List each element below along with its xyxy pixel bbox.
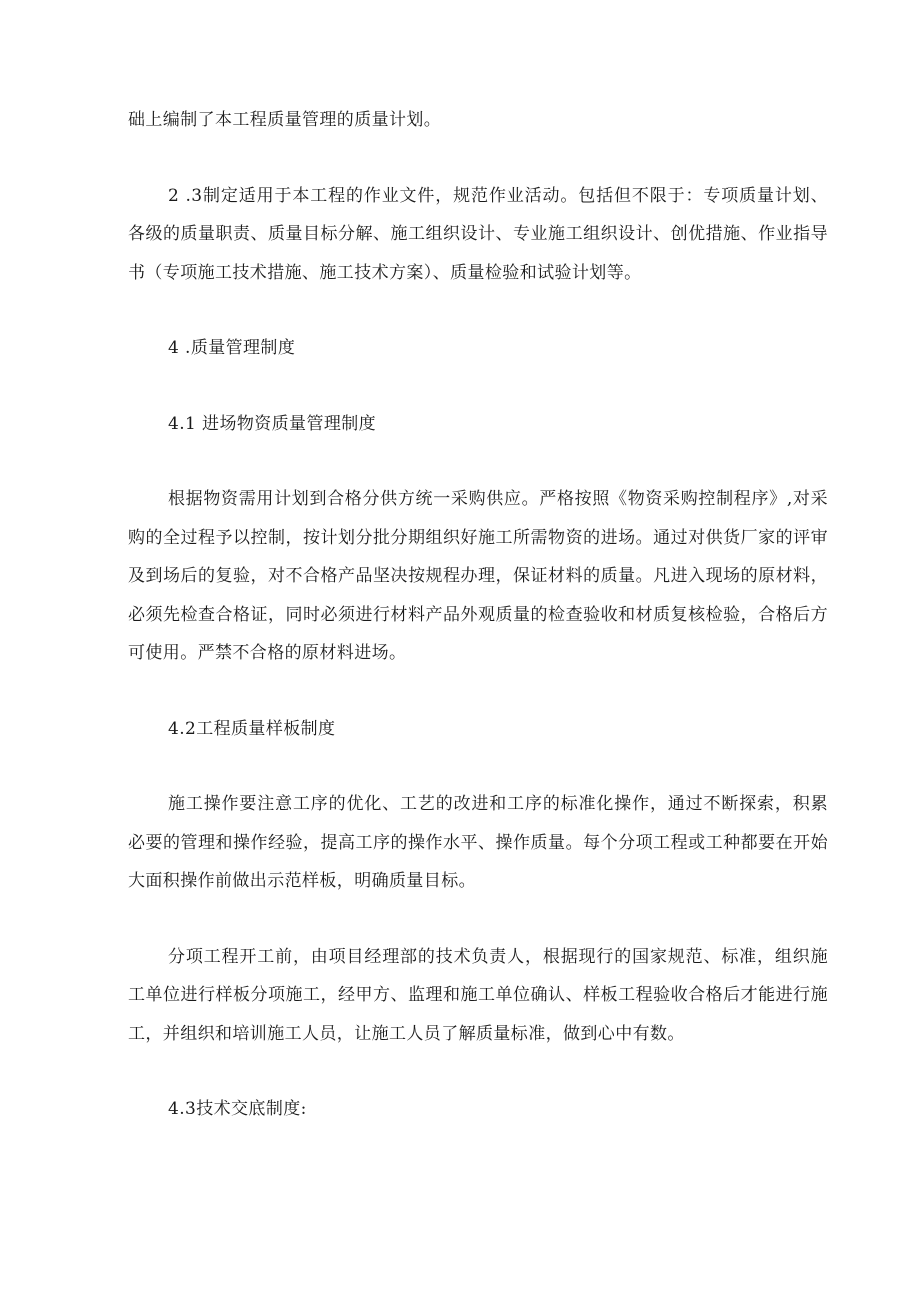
spacer (128, 292, 828, 329)
paragraph-4-2-sample-construction: 分项工程开工前，由项目经理部的技术负责人，根据现行的国家规范、标准，组织施工单位进行样板分项施工，经甲方、监理和施工单位确认、样板工程验收合格后才能进行施工，并组织和培训施工人员，让施工人员了解质量标准，做到心中有数。 (128, 946, 828, 1044)
heading-4-1-material-quality: 4.1 进场物资质量管理制度 (168, 413, 377, 434)
top-margin (128, 0, 828, 101)
spacer (128, 748, 828, 785)
heading-4-3-technical-disclosure: 4.3技术交底制度: (168, 1099, 307, 1119)
paragraph-4-2-process-optimization: 施工操作要注意工序的优化、工艺的改进和工序的标准化操作，通过不断探索，积累必要的管理和操作经验，提高工序的操作水平、操作质量。每个分项工程或工种都要在开始大面积操作前做出示范样板，明确质量目标。 (128, 794, 828, 891)
spacer (128, 1053, 828, 1090)
spacer (128, 443, 828, 480)
spacer (128, 673, 828, 710)
spacer (128, 368, 828, 405)
paragraph-2-3-work-documents: 2 .3制定适用于本工程的作业文件，规范作业活动。包括但不限于：专项质量计划、各级的质量职责、质量目标分解、施工组织设计、专业施工组织设计、创优措施、作业指导书（专项施工技术措施、施工技术方案）、质量检验和试验计划等。 (128, 185, 828, 283)
spacer (128, 140, 828, 177)
spacer (128, 901, 828, 938)
paragraph-4-1-material-procurement: 根据物资需用计划到合格分供方统一采购供应。严格按照《物资采购控制程序》,对采购的全过程予以控制，按计划分批分期组织好施工所需物资的进场。通过对供货厂家的评审及到场后的复验，对不合格产品坚决按规程办理，保证材料的质量。凡进入现场的原材料，必须先检查合格证，同时必须进行材料产品外观质量的检查验收和材质复核检验，合格后方可使用。严禁不合格的原材料进场。 (128, 489, 828, 663)
heading-4-quality-management-system: 4 .质量管理制度 (168, 338, 296, 358)
document-page (128, 0, 828, 1129)
heading-4-2-sample-system: 4.2工程质量样板制度 (168, 718, 336, 739)
paragraph-quality-plan-tail: 础上编制了本工程质量管理的质量计划。 (128, 110, 442, 130)
